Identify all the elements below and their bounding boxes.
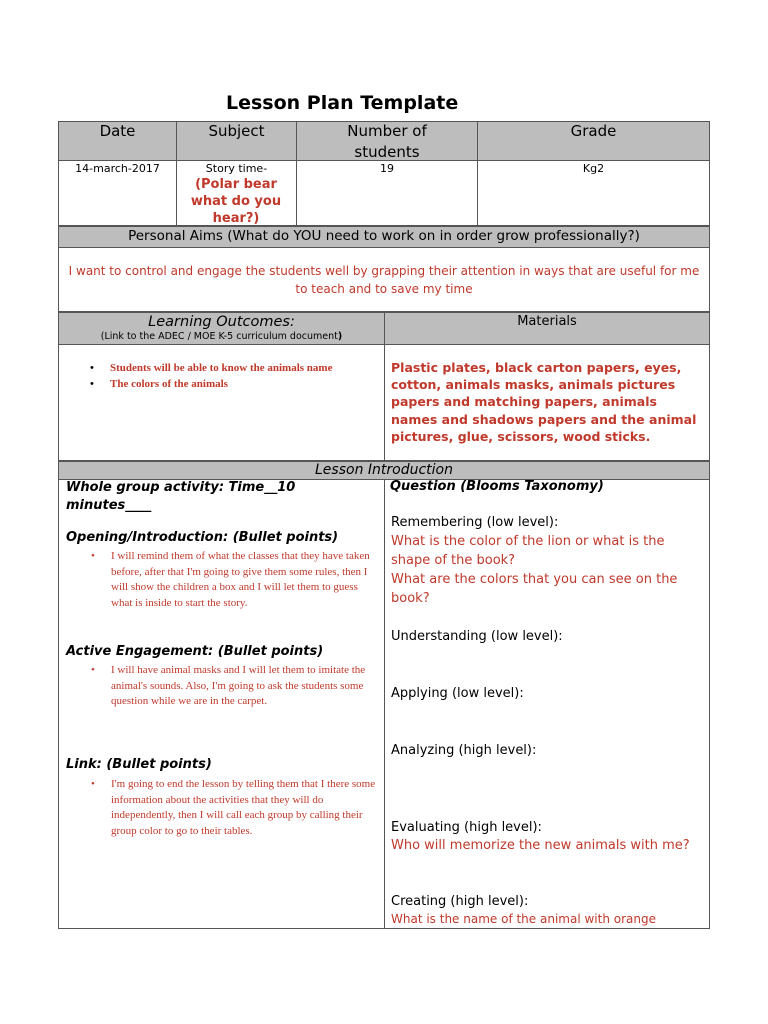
learning-outcomes-link-note xyxy=(59,331,384,343)
whole-group-activity: Whole group activity: Time__10 minutes____ xyxy=(66,480,296,513)
opening-item: • I will remind them of what the classes that they have taken before, after that I'm going to give them some rules, then I will show the children a box and I will let them to guess what is inside to start the story. xyxy=(89,549,379,611)
personal-aims-text: I want to control and engage the students well by grapping their attention in ways that are useful for me to teach and to save my time xyxy=(68,264,700,296)
opening-list xyxy=(89,549,379,611)
students-value: 19 xyxy=(380,162,394,175)
link-item: • I'm going to end the lesson by telling them that I there some information about the activities that they will do independently, then I will call each group by calling their group color to go to their tables. xyxy=(89,777,379,839)
remembering-question-2: What are the colors that you can see on the book? xyxy=(391,572,678,606)
link-note-close: ) xyxy=(337,331,343,342)
learning-outcomes-heading: Learning Outcomes: xyxy=(148,314,295,330)
header-subject: Subject xyxy=(208,122,265,140)
active-engagement-heading: Active Engagement: (Bullet points) xyxy=(66,644,324,659)
question-heading: Question (Blooms Taxonomy) xyxy=(390,479,604,494)
remembering-question-1: What is the color of the lion or what is the shape of the book? xyxy=(391,534,665,568)
subject-value: Story time- xyxy=(205,162,268,175)
remembering-label: Remembering (low level): xyxy=(391,515,559,530)
creating-question: What is the name of the animal with orange xyxy=(391,912,656,926)
link-heading: Link: (Bullet points) xyxy=(66,757,212,772)
personal-aims-heading: Personal Aims (What do YOU need to work on in order grow professionally?) xyxy=(128,228,640,244)
grade-value: Kg2 xyxy=(582,162,605,175)
outcome-item: • The colors of the animals xyxy=(88,376,378,392)
understanding-label: Understanding (low level): xyxy=(391,629,563,644)
lesson-intro-heading: Lesson Introduction xyxy=(315,462,453,478)
link-list xyxy=(89,777,379,839)
learning-outcomes-list xyxy=(88,360,378,392)
header-date: Date xyxy=(99,122,136,140)
active-engagement-item: • I will have animal masks and I will let them to imitate the animal's sounds. Also, I'm going to ask the students some question while we are in the carpet. xyxy=(89,663,379,710)
outcome-item: • Students will be able to know the animals name xyxy=(88,360,378,376)
opening-heading: Opening/Introduction: (Bullet points) xyxy=(66,530,339,545)
evaluating-label: Evaluating (high level): xyxy=(391,820,542,835)
page-title: Lesson Plan Template xyxy=(226,92,459,114)
evaluating-question: Who will memorize the new animals with me? xyxy=(391,838,690,853)
header-number-of-students: Number of students xyxy=(347,122,427,161)
creating-label: Creating (high level): xyxy=(391,894,529,909)
subject-story-title: (Polar bear what do you hear?) xyxy=(190,177,282,226)
materials-text: Plastic plates, black carton papers, eyes, cotton, animals masks, animals pictures papers and matching papers, animals names and shadows papers and the animal pictures, glue, scissors, wood sticks. xyxy=(391,360,697,444)
active-engagement-list xyxy=(89,663,379,710)
applying-label: Applying (low level): xyxy=(391,686,524,701)
link-note-text: (Link to the ADEC / MOE K-5 curriculum document xyxy=(100,331,338,342)
header-grade: Grade xyxy=(570,122,617,140)
materials-heading: Materials xyxy=(517,314,577,329)
date-value: 14-march-2017 xyxy=(75,162,160,175)
analyzing-label: Analyzing (high level): xyxy=(391,743,537,758)
